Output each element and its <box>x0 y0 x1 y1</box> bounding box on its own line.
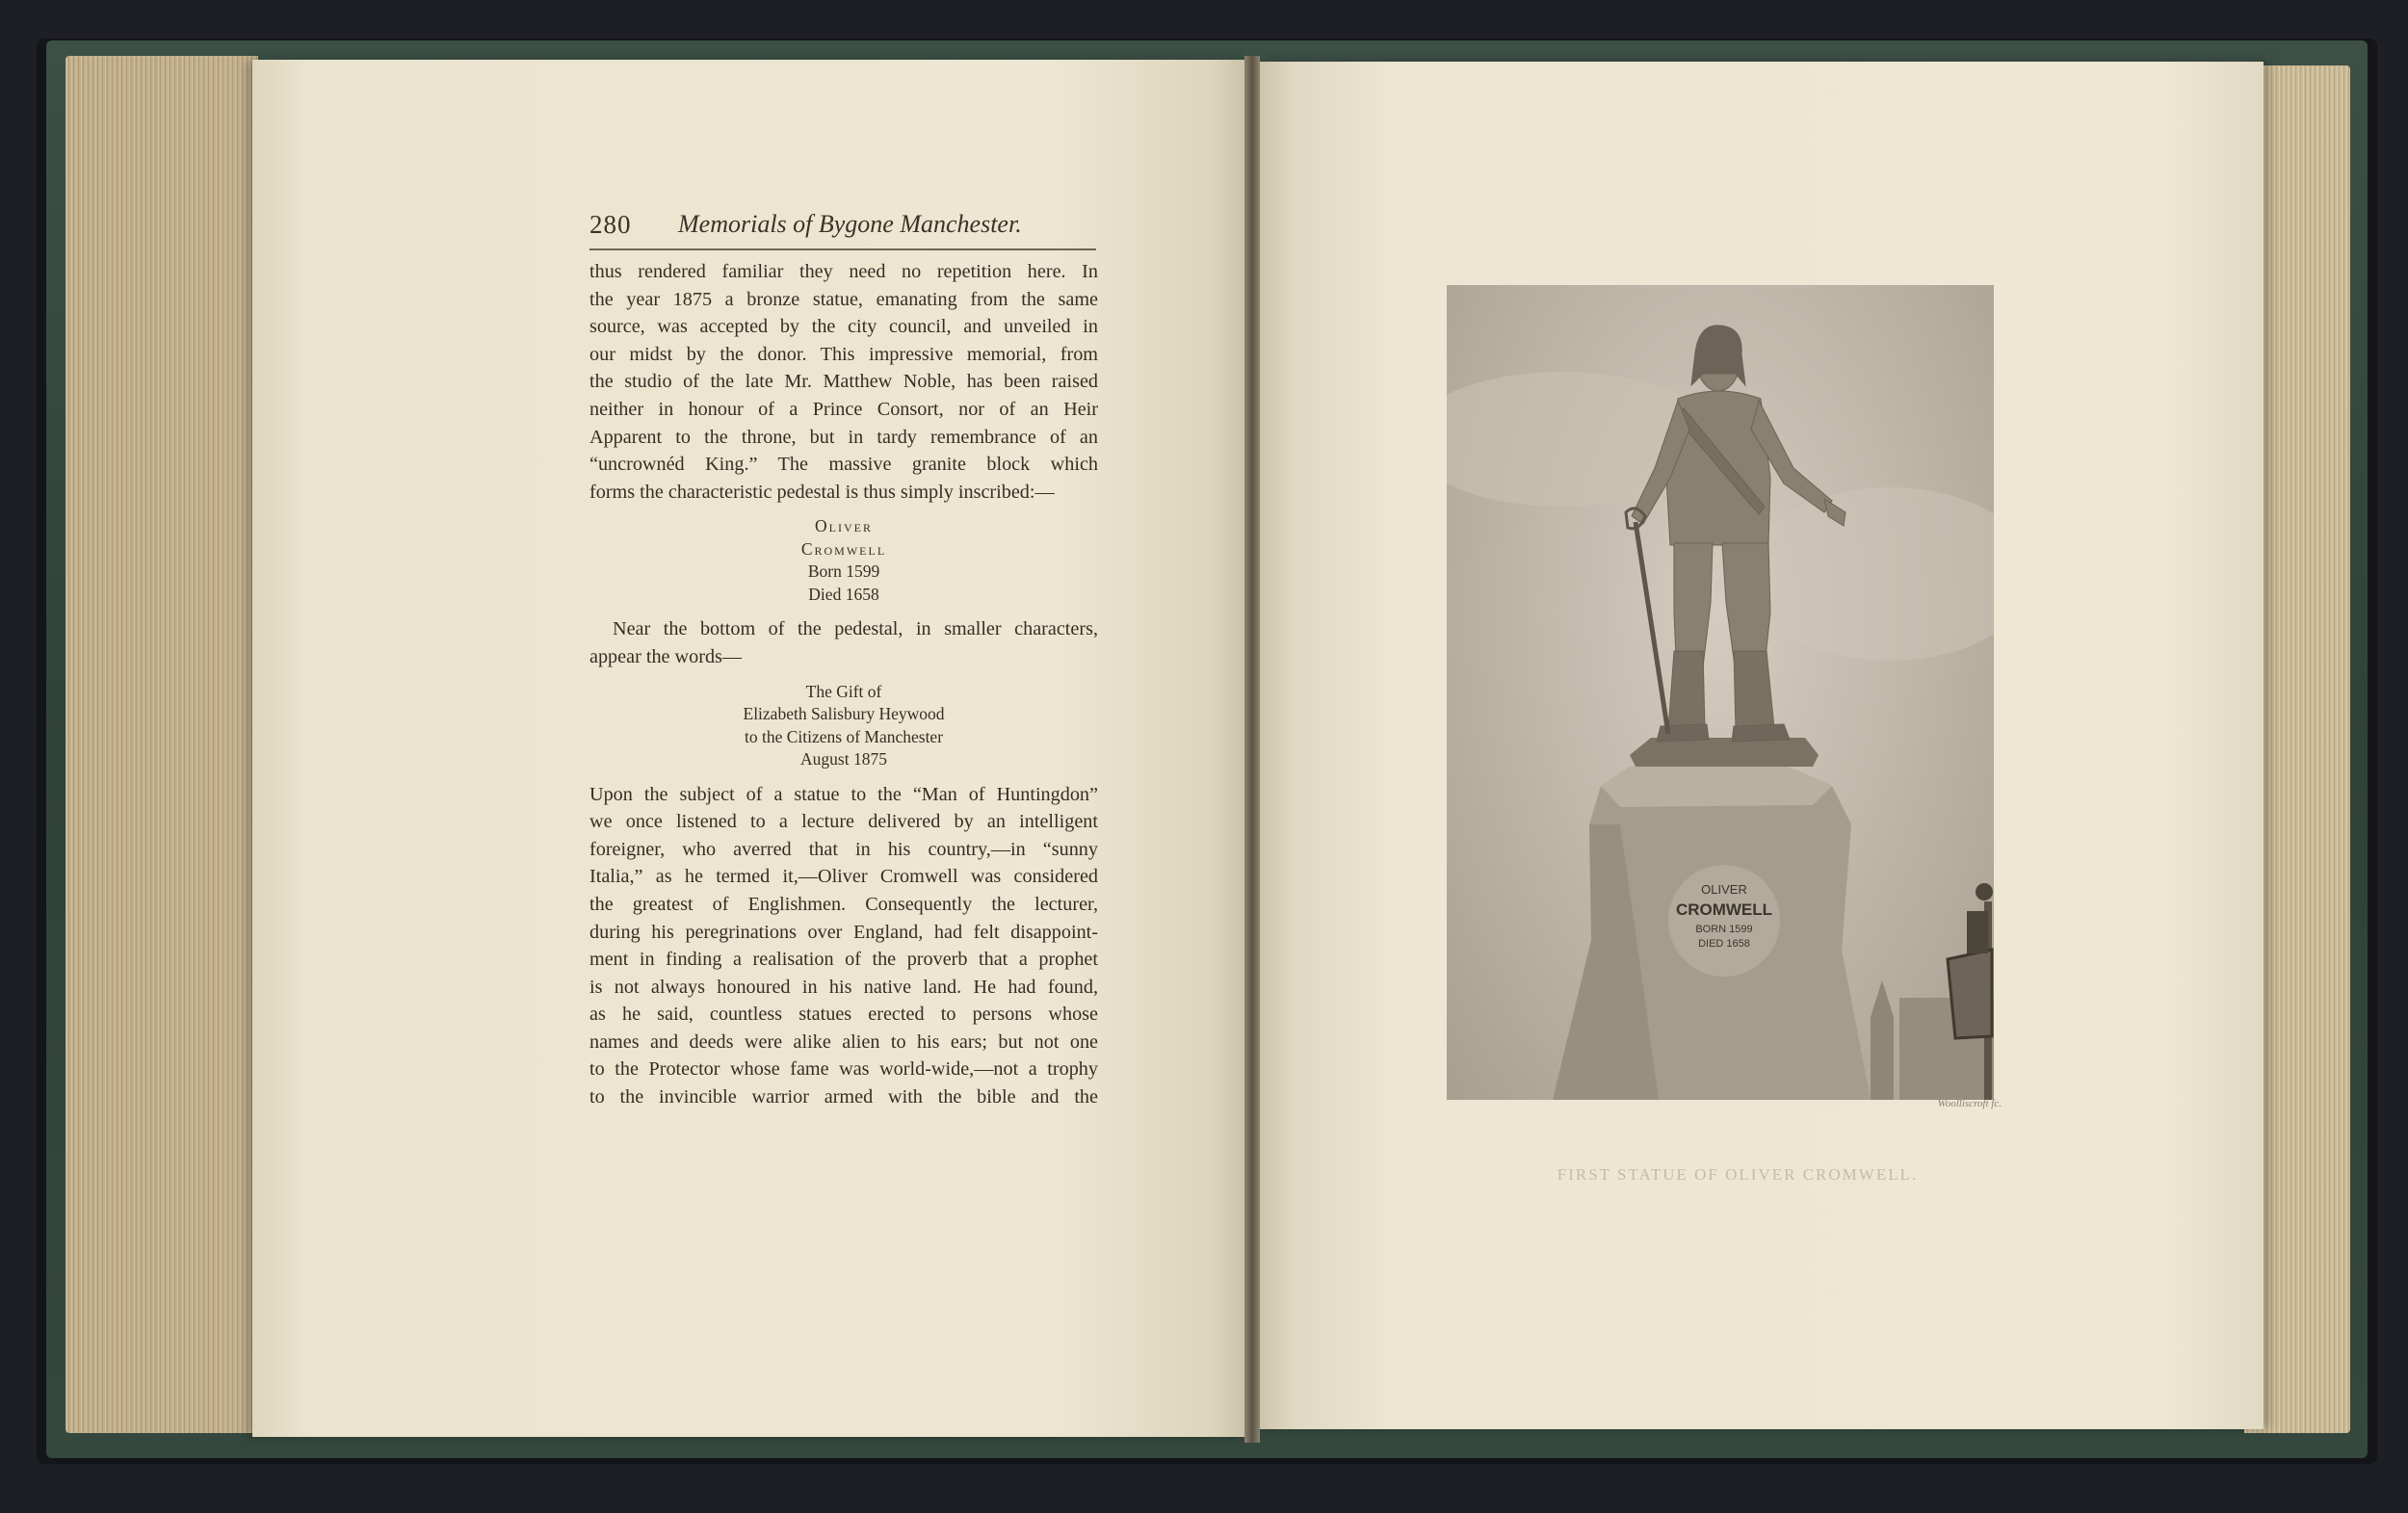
text-line: Italia,” as he termed it,—Oliver Cromwell was considered <box>589 866 1098 888</box>
text-line: the studio of the late Mr. Matthew Noble, has been raised <box>589 371 1098 393</box>
gift-line: Elizabeth Salisbury Heywood <box>743 704 945 724</box>
running-head <box>589 206 1096 250</box>
paragraph-1 <box>589 258 1098 506</box>
text-line: Upon the subject of a statue to the “Man of Huntingdon” <box>589 783 1098 805</box>
text-line: as he said, countless statues erected to persons whose <box>589 1004 1098 1026</box>
gift-line: to the Citizens of Manchester <box>744 726 944 746</box>
text-line: the year 1875 a bronze statue, emanating from the same <box>589 288 1098 310</box>
plate-inscription-line: CROMWELL <box>1675 900 1773 919</box>
text-line: during his peregrinations over England, had felt disappoint- <box>589 921 1098 943</box>
statue-photograph <box>1447 285 1994 1100</box>
inscription-line: Died 1658 <box>808 584 879 604</box>
running-head-title: Memorials of Bygone Manchester. <box>678 210 1022 238</box>
text-line: ment in finding a realisation of the proverb that a prophet <box>589 949 1098 971</box>
inscription-line: Oliver <box>815 516 873 536</box>
text-line: is not always honoured in his native land. He had found, <box>589 976 1098 998</box>
text-line: we once listened to a lecture delivered by an intelligent <box>589 811 1098 833</box>
body-text <box>589 258 1098 1111</box>
statue-illustration <box>1447 285 1994 1100</box>
inscription-line: Born 1599 <box>807 561 880 582</box>
text-line: Near the bottom of the pedestal, in smaller characters, <box>613 618 1098 640</box>
engraver-credit: Woolliscroft fc. <box>1937 1098 2002 1109</box>
gift-inscription <box>589 681 1098 771</box>
page-number: 280 <box>589 210 632 239</box>
text-line: names and deeds were alike alien to his ears; but not one <box>589 1030 1098 1053</box>
gift-line: August 1875 <box>800 749 887 770</box>
text-line: appear the words— <box>589 645 743 667</box>
text-line: neither in honour of a Prince Consort, nor of an Heir <box>589 398 1098 420</box>
paragraph-2 <box>589 615 1098 670</box>
plate-inscription-line: DIED 1658 <box>1698 938 1750 950</box>
inscription-quote <box>589 515 1098 606</box>
text-line: our midst by the donor. This impressive memorial, from <box>589 343 1098 365</box>
text-line: “uncrownéd King.” The massive granite block which <box>589 454 1098 476</box>
text-line: the greatest of Englishmen. Consequently the lecturer, <box>589 893 1098 915</box>
text-line: to the invincible warrior armed with the bible and the <box>589 1086 1098 1109</box>
text-line: to the Protector whose fame was world-wide,—not a trophy <box>589 1058 1098 1081</box>
inscription-line: Cromwell <box>800 538 887 559</box>
header-rule <box>589 248 1096 250</box>
text-line: thus rendered familiar they need no repetition here. In <box>589 261 1098 282</box>
text-line: Apparent to the throne, but in tardy remembrance of an <box>589 426 1098 448</box>
book-gutter <box>1244 56 1260 1443</box>
plate-caption: FIRST STATUE OF OLIVER CROMWELL. <box>1557 1165 1919 1184</box>
text-line: source, was accepted by the city council, and unveiled in <box>589 316 1098 338</box>
plate-inscription-line: BORN 1599 <box>1695 924 1753 935</box>
plate-inscription-line: OLIVER <box>1701 882 1747 897</box>
text-line: forms the characteristic pedestal is thus simply inscribed:— <box>589 481 1055 503</box>
gift-line: The Gift of <box>805 681 882 701</box>
page-edges-left <box>65 56 258 1433</box>
text-line: foreigner, who averred that in his country,—in “sunny <box>589 838 1098 860</box>
paragraph-3 <box>589 781 1098 1111</box>
